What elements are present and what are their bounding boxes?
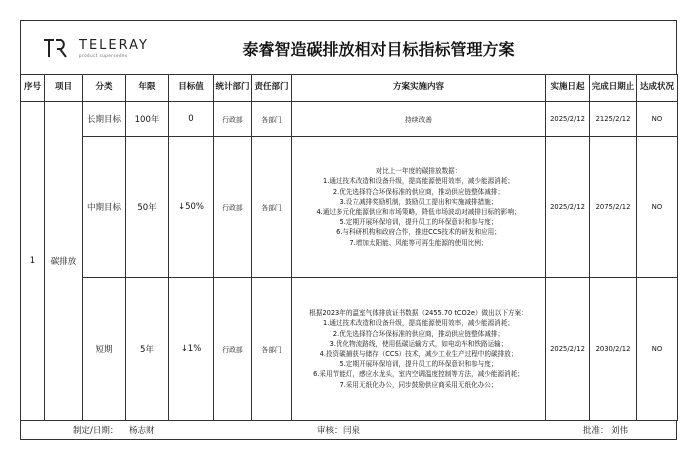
plan-line: 4.通过多元化能源供应和市场策略，降低市场波动对减排目标的影响； bbox=[316, 208, 521, 216]
col-header-start: 实施日起 bbox=[546, 75, 590, 102]
col-header-years: 年限 bbox=[126, 75, 169, 102]
brand-subtitle: product supersedes bbox=[79, 52, 128, 58]
cell-end: 2125/2/12 bbox=[590, 102, 637, 137]
cell-plan bbox=[292, 278, 546, 421]
plan-line: 2.优先选择符合环保标准的供应商，推动供应链整体减排； bbox=[332, 329, 505, 338]
cell-years: 5年 bbox=[126, 278, 169, 421]
cell-resp-dept: 各部门 bbox=[252, 278, 292, 421]
cell-project: 碳排放 bbox=[45, 102, 83, 421]
table-row bbox=[21, 102, 678, 137]
cell-stat-dept: 行政部 bbox=[214, 102, 252, 137]
plan-line: 对比上一年度的碳排放数据： bbox=[375, 167, 462, 176]
plan-line: 6.采用节能灯，感应水龙头，室内空调温度控制等方法，减少能源消耗； bbox=[313, 370, 524, 379]
cell-resp-dept: 各部门 bbox=[252, 137, 292, 278]
cell-target: ↓1% bbox=[169, 278, 214, 421]
cell-status: NO bbox=[637, 278, 678, 421]
col-header-category: 分类 bbox=[83, 75, 126, 102]
plan-line: 2.优先选择符合环保标准的供应商，推动供应链整体减排； bbox=[332, 187, 505, 196]
target-table bbox=[20, 74, 678, 421]
cell-target: 0 bbox=[169, 102, 214, 137]
cell-plan: 持续改善 bbox=[292, 102, 546, 137]
cell-category: 长期目标 bbox=[83, 102, 126, 137]
plan-line: 5.定期开展环保培训，提升员工的环保意识和参与度； bbox=[339, 360, 498, 369]
cell-years: 100年 bbox=[126, 102, 169, 137]
cell-end: 2030/2/12 bbox=[590, 278, 637, 421]
cell-stat-dept: 行政部 bbox=[214, 278, 252, 421]
plan-line: 5.定期开展环保培训，提升员工的环保意识和参与度； bbox=[339, 218, 498, 227]
col-header-project: 项目 bbox=[45, 75, 83, 102]
plan-line: 7.采用无纸化办公，同步鼓励供应商采用无纸化办公； bbox=[339, 380, 498, 389]
plan-line: 3.优化物流路线，使用低碳运输方式，如电动车和铁路运输； bbox=[329, 339, 508, 348]
approver: 刘伟 bbox=[611, 426, 629, 436]
prepared-by: 杨志财 bbox=[129, 426, 155, 436]
prepared-label: 制定/日期： bbox=[73, 426, 119, 436]
plan-line: 1.通过技术改造和设备升级，提高能源使用效率，减少能源消耗； bbox=[323, 177, 514, 186]
plan-line: 根据2023年的温室气体排放证书数据（2455.70 tCO2e）做出以下方案： bbox=[309, 309, 528, 318]
col-header-target: 目标值 bbox=[169, 75, 214, 102]
cell-start: 2025/2/12 bbox=[546, 278, 590, 421]
document-title: 泰睿智造碳排放相对目标指标管理方案 bbox=[242, 40, 515, 59]
cell-seq: 1 bbox=[21, 102, 45, 421]
brand-name: TELERAY bbox=[79, 37, 149, 53]
table-header-row bbox=[21, 75, 678, 102]
approve-label: 批准： bbox=[583, 426, 609, 436]
col-header-seq: 序号 bbox=[21, 75, 45, 102]
plan-line: 7.增加太阳能、风能等可再生能源的使用比例； bbox=[349, 238, 488, 247]
cell-plan bbox=[292, 137, 546, 278]
cell-category: 短期 bbox=[83, 278, 126, 421]
cell-start: 2025/2/12 bbox=[546, 102, 590, 137]
cell-years: 50年 bbox=[126, 137, 169, 278]
cell-status: NO bbox=[637, 137, 678, 278]
cell-start: 2025/2/12 bbox=[546, 137, 590, 278]
cell-status: NO bbox=[637, 102, 678, 137]
table-row bbox=[21, 278, 678, 421]
col-header-end: 完成日期止 bbox=[590, 75, 637, 102]
plan-line: 6.与科研机构和政府合作，推进CCS技术的研发和应用； bbox=[336, 228, 501, 237]
cell-category: 中期目标 bbox=[83, 137, 126, 278]
cell-stat-dept: 行政部 bbox=[214, 137, 252, 278]
col-header-stat-dept: 统计部门 bbox=[214, 75, 252, 102]
table-row bbox=[21, 137, 678, 278]
review-label: 审核： bbox=[317, 426, 343, 436]
signature-footer bbox=[20, 420, 677, 440]
col-header-plan: 方案实施内容 bbox=[292, 75, 546, 102]
plan-line: 1.通过技术改造和设备升级，提高能源使用效率，减少能源消耗； bbox=[323, 319, 514, 328]
plan-line: 3.设立减排奖励机制，鼓励员工提出和实施减排措施； bbox=[339, 197, 498, 206]
cell-resp-dept: 各部门 bbox=[252, 102, 292, 137]
col-header-resp-dept: 责任部门 bbox=[252, 75, 292, 102]
plan-line: 4.投资碳捕获与储存（CCS）技术，减少工业生产过程中的碳排放； bbox=[319, 350, 518, 358]
cell-target: ↓50% bbox=[169, 137, 214, 278]
col-header-status: 达成状况 bbox=[637, 75, 678, 102]
cell-end: 2075/2/12 bbox=[590, 137, 637, 278]
document-header bbox=[20, 20, 677, 74]
reviewer: 闫泉 bbox=[343, 426, 361, 436]
